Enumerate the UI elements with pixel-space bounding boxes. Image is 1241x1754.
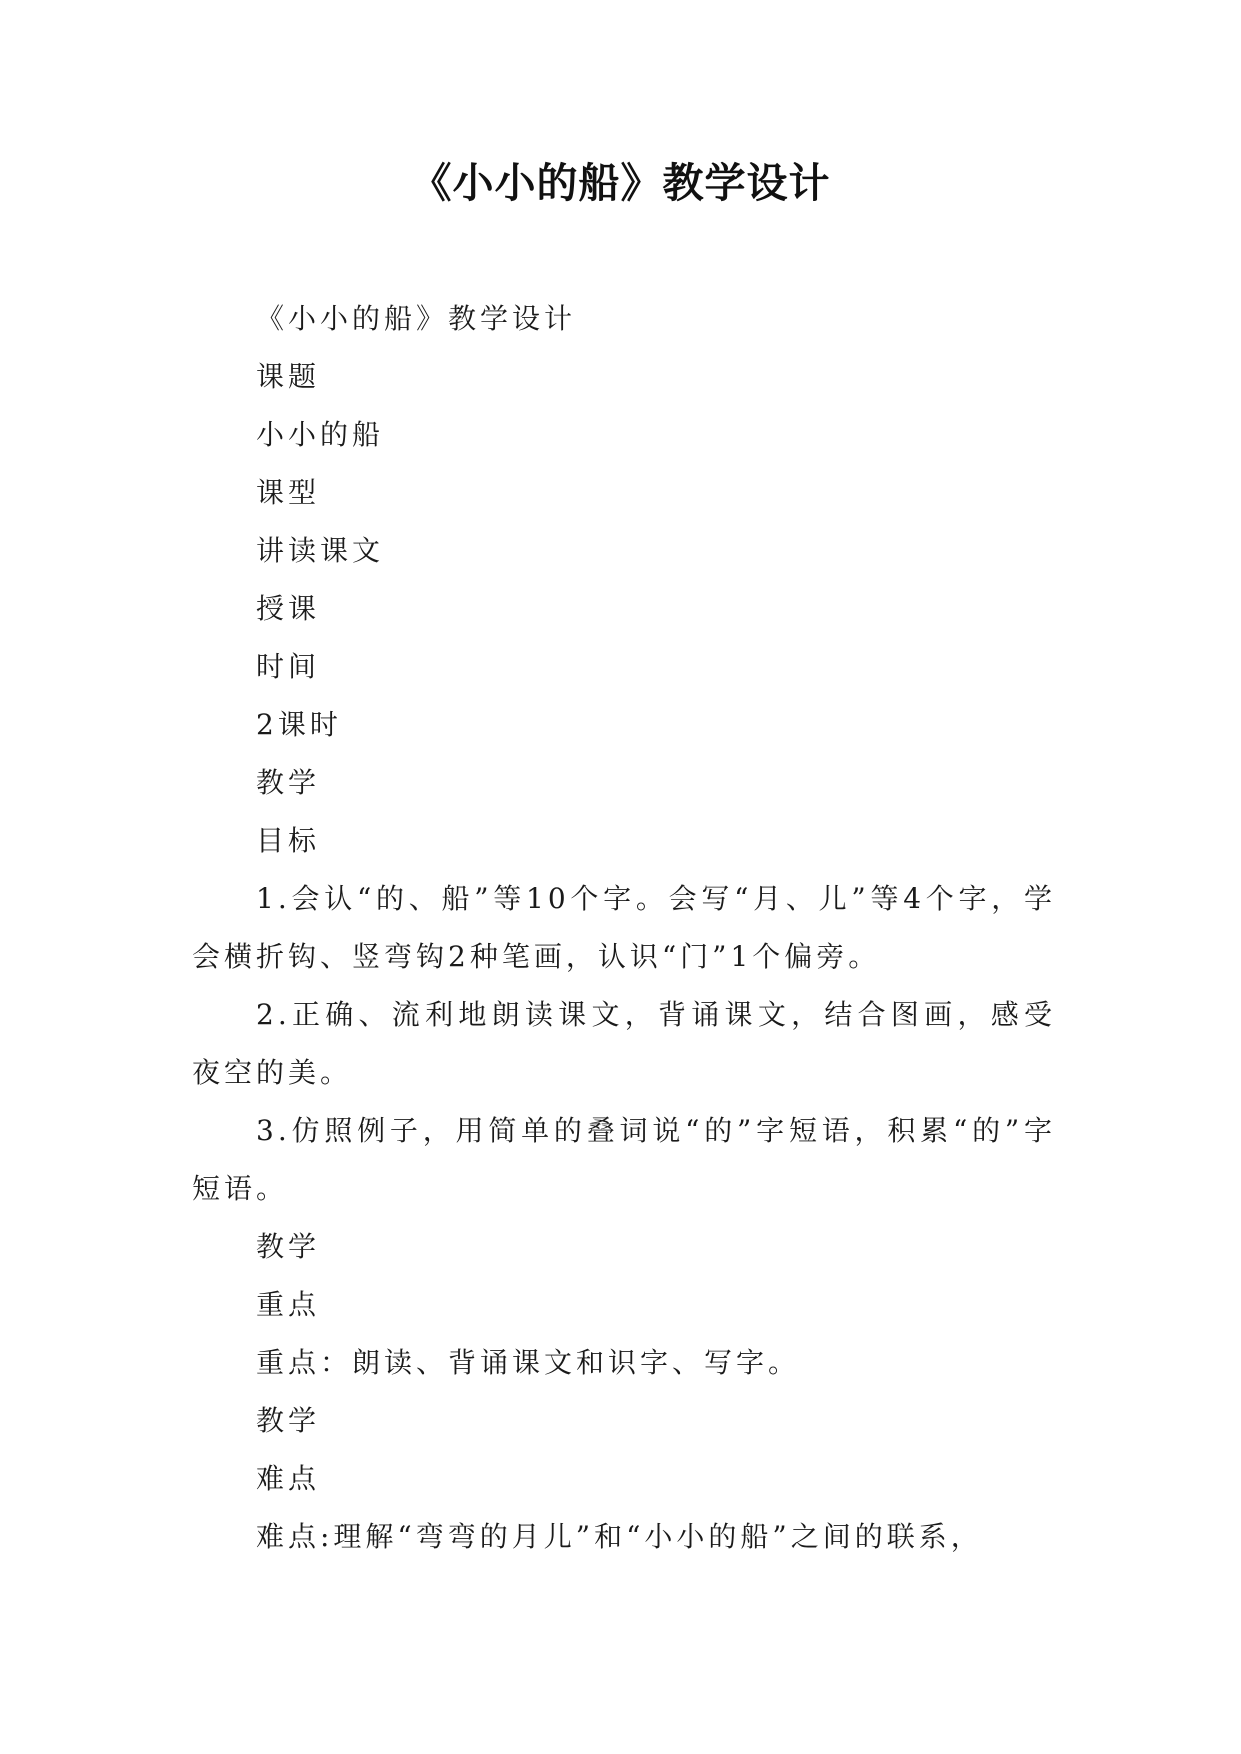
paragraph-doc-heading: 《小小的船》教学设计 (256, 302, 577, 335)
paragraph-time-label-1: 授课 (256, 592, 321, 625)
paragraph-key-point: 重点：朗读、背诵课文和识字、写字。 (256, 1346, 801, 1379)
paragraph-difficulty-label-1: 教学 (256, 1404, 321, 1437)
paragraph-time-label-2: 时间 (256, 650, 321, 683)
document-title: 《小小的船》教学设计 (410, 159, 831, 207)
document-body (192, 290, 1056, 1566)
paragraph-type-value: 讲读课文 (256, 534, 385, 567)
paragraph-goal-label-1: 教学 (256, 766, 321, 799)
paragraph-difficulty-label-2: 难点 (256, 1462, 321, 1495)
paragraph-key-label-2: 重点 (256, 1288, 321, 1321)
paragraph-goal-1: 1.会认“的、船”等10个字。会写“月、儿”等4个字，学会横折钩、竖弯钩2种笔画，认识“门”1个偏旁。 (192, 882, 1056, 973)
paragraph-time-value: 2课时 (256, 708, 342, 741)
paragraph-topic-label: 课题 (256, 360, 321, 393)
paragraph-goal-2: 2.正确、流利地朗读课文，背诵课文，结合图画，感受夜空的美。 (192, 998, 1056, 1089)
paragraph-difficulty: 难点:理解“弯弯的月儿”和“小小的船”之间的联系， (256, 1520, 983, 1553)
paragraph-type-label: 课型 (256, 476, 321, 509)
paragraph-goal-label-2: 目标 (256, 824, 321, 857)
paragraph-key-label-1: 教学 (256, 1230, 321, 1263)
paragraph-topic-value: 小小的船 (256, 418, 385, 451)
paragraph-goal-3: 3.仿照例子，用简单的叠词说“的”字短语，积累“的”字短语。 (192, 1114, 1056, 1205)
